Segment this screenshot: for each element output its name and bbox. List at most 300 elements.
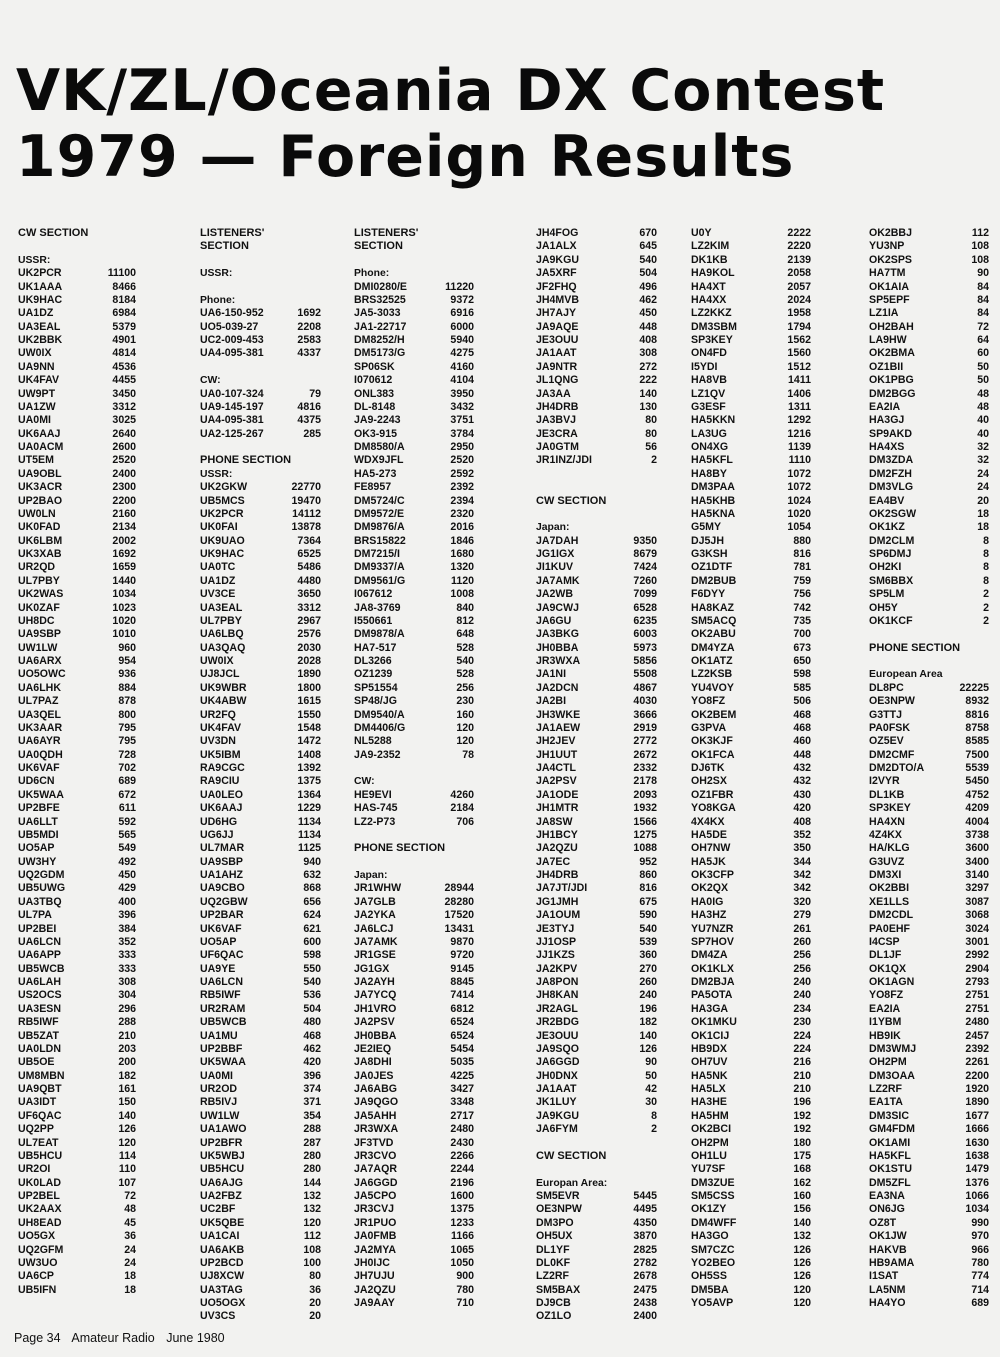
score: 1275	[633, 828, 657, 841]
result-row	[536, 762, 657, 775]
callsign: OK1KLX	[691, 962, 734, 975]
result-row	[691, 1070, 811, 1083]
callsign: HA5KFL	[691, 454, 733, 467]
callsign: LZ2KKZ	[691, 307, 732, 320]
callsign: UA1DZ	[18, 307, 54, 320]
result-row	[18, 1150, 136, 1163]
result-row	[691, 294, 811, 307]
score: 20	[977, 494, 989, 507]
score: 1134	[298, 815, 321, 828]
score: 13431	[444, 922, 474, 935]
callsign: YO8KGA	[691, 802, 736, 815]
callsign: UK4FAV	[200, 721, 242, 734]
callsign: HB9AMA	[869, 1256, 915, 1269]
result-row	[18, 1244, 136, 1257]
result-row	[354, 508, 474, 521]
score: 2	[983, 601, 989, 614]
score: 1406	[787, 387, 811, 400]
result-row	[691, 521, 811, 534]
result-row	[536, 829, 657, 842]
callsign: DM5BA	[691, 1283, 729, 1296]
result-row	[200, 735, 321, 748]
callsign: UV3CE	[200, 588, 236, 601]
result-row	[869, 361, 989, 374]
score: 11100	[107, 267, 136, 280]
result-row	[536, 682, 657, 695]
callsign: UK6VAF	[200, 922, 242, 935]
callsign: JA6LCJ	[354, 922, 394, 935]
result-row	[18, 1110, 136, 1123]
result-row	[18, 749, 136, 762]
callsign: HA8KAZ	[691, 601, 734, 614]
score: 9720	[450, 949, 474, 962]
callsign: UK2GKW	[200, 481, 248, 494]
score: 162	[793, 1176, 811, 1189]
result-row	[354, 602, 474, 615]
score: 40	[977, 414, 989, 427]
callsign: I070612	[354, 374, 393, 387]
callsign: JA3BVJ	[536, 414, 577, 427]
callsign: UH8EAD	[18, 1216, 62, 1229]
callsign: UK5WAA	[18, 788, 64, 801]
score: 180	[793, 1136, 811, 1149]
score: 611	[118, 802, 136, 815]
result-row	[869, 1110, 989, 1123]
score: 1024	[787, 494, 811, 507]
result-row	[536, 227, 657, 240]
result-row	[536, 628, 657, 641]
callsign: UR2QD	[18, 561, 56, 574]
score: 272	[639, 360, 657, 373]
result-row	[869, 896, 989, 909]
callsign: UO5GX	[18, 1230, 56, 1243]
result-row	[869, 735, 989, 748]
callsign: DM3PO	[536, 1216, 574, 1229]
callsign: UC2-009-453	[200, 334, 264, 346]
callsign: OZ1239	[354, 668, 393, 681]
score: 2520	[450, 454, 474, 467]
result-row	[200, 1310, 321, 1323]
callsign: UA6LCN	[200, 976, 243, 988]
score: 24	[977, 467, 989, 480]
result-row	[354, 1016, 474, 1029]
result-row	[200, 976, 321, 989]
result-row	[200, 548, 321, 561]
score: 7364	[297, 534, 321, 547]
result-row	[18, 923, 136, 936]
callsign: OK1JW	[869, 1230, 907, 1243]
score: 64	[977, 334, 989, 346]
callsign: HA5KNA	[691, 507, 736, 520]
callsign: UA0LEO	[200, 788, 243, 801]
score: 536	[303, 989, 321, 1002]
callsign: UL7EAT	[18, 1136, 59, 1149]
score: 1072	[787, 467, 811, 480]
result-row	[536, 735, 657, 748]
callsign: JG1GX	[354, 962, 390, 975]
score: 354	[303, 1109, 321, 1122]
callsign: UA0ACM	[18, 441, 64, 453]
result-row	[869, 1056, 989, 1069]
callsign: UP2BBF	[200, 1042, 243, 1055]
result-row	[18, 1270, 136, 1283]
callsign: DM3ZUE	[691, 1176, 735, 1189]
callsign: OZ8T	[869, 1216, 897, 1229]
callsign: JR1WHW	[354, 882, 402, 895]
callsign: UL7PBY	[18, 574, 60, 587]
result-row	[691, 334, 811, 347]
result-row	[536, 454, 657, 467]
callsign: UA9OBL	[18, 467, 62, 480]
callsign: HAKVB	[869, 1243, 907, 1256]
result-row	[354, 1070, 474, 1083]
score: 795	[118, 735, 136, 748]
score: 8585	[965, 735, 989, 748]
result-row	[354, 481, 474, 494]
result-row	[869, 909, 989, 922]
callsign: JA9SQO	[536, 1042, 579, 1055]
subsection-heading: Phone:	[354, 268, 390, 280]
callsign: HA4XS	[869, 441, 905, 453]
callsign: DM2BJA	[691, 976, 735, 988]
callsign: UH8DC	[18, 614, 55, 627]
result-row	[18, 762, 136, 775]
result-row	[536, 749, 657, 762]
score: 2576	[297, 628, 321, 641]
callsign: UC2BF	[200, 1203, 236, 1216]
callsign: WDX9JFL	[354, 454, 404, 467]
result-row	[536, 388, 657, 401]
score: 84	[977, 307, 989, 320]
result-row	[200, 1096, 321, 1109]
score: 7260	[633, 574, 657, 587]
callsign: UA1AWO	[200, 1123, 247, 1136]
result-row	[354, 682, 474, 695]
callsign: OZ1BII	[869, 360, 904, 373]
result-row	[536, 816, 657, 829]
callsign: JA6GGD	[354, 1176, 398, 1189]
result-row	[869, 722, 989, 735]
score: 112	[303, 1230, 321, 1243]
result-row	[691, 1230, 811, 1243]
result-row	[200, 1190, 321, 1203]
subsection-heading: Phone:	[200, 294, 236, 306]
callsign: DJ6TK	[691, 762, 725, 774]
score: 2793	[965, 976, 989, 988]
callsign: JH8KAN	[536, 989, 579, 1002]
callsign: JA2PSV	[354, 1016, 395, 1029]
score: 50	[977, 360, 989, 373]
score: 1020	[787, 507, 811, 520]
result-row	[354, 495, 474, 508]
result-row	[536, 1110, 657, 1123]
callsign: I067612	[354, 588, 393, 601]
spacer	[536, 1163, 657, 1176]
score: 24	[124, 1243, 136, 1256]
callsign: SP48/JG	[354, 695, 397, 708]
score: 673	[793, 641, 811, 654]
callsign: JF3TVD	[354, 1136, 394, 1149]
score: 1560	[787, 347, 811, 360]
score: 6003	[633, 628, 657, 641]
result-row	[354, 1083, 474, 1096]
score: 3297	[965, 882, 989, 895]
callsign: OK2BBJ	[869, 227, 912, 239]
score: 56	[645, 441, 657, 453]
result-row	[200, 655, 321, 668]
result-row	[536, 989, 657, 1002]
result-row	[869, 1284, 989, 1297]
callsign: UA9SBP	[18, 628, 61, 641]
spacer	[200, 361, 321, 374]
result-row	[536, 1030, 657, 1043]
result-row	[691, 588, 811, 601]
section-heading: CW SECTION	[536, 1149, 607, 1162]
score: 2261	[965, 1056, 989, 1069]
score: 230	[793, 1016, 811, 1029]
section-heading: PHONE SECTION	[869, 641, 961, 654]
score: 203	[118, 1042, 136, 1055]
callsign: JA2QZU	[354, 1283, 396, 1296]
callsign: UQ2GDM	[18, 869, 65, 881]
callsign: JA7AMK	[354, 935, 398, 948]
result-row	[869, 307, 989, 320]
callsign: JH0IJC	[354, 1256, 390, 1269]
callsign: DJ9CB	[536, 1297, 571, 1309]
result-row	[691, 1030, 811, 1043]
result-row	[200, 1070, 321, 1083]
callsign: OK1KZ	[869, 521, 905, 534]
score: 970	[971, 1230, 989, 1243]
score: 429	[118, 882, 136, 895]
score: 48	[977, 400, 989, 413]
score: 840	[456, 601, 474, 614]
score: 150	[118, 1096, 136, 1109]
score: 196	[793, 1096, 811, 1109]
score: 256	[793, 962, 811, 975]
result-row	[200, 923, 321, 936]
score: 126	[118, 1123, 136, 1136]
callsign: HE9EVI	[354, 788, 392, 801]
result-row	[536, 1056, 657, 1069]
result-row	[354, 963, 474, 976]
callsign: UK5IBM	[200, 748, 241, 761]
callsign: JA1ODE	[536, 788, 579, 801]
result-row	[18, 294, 136, 307]
callsign: JA2KPV	[536, 962, 578, 975]
result-row	[18, 521, 136, 534]
score: 168	[793, 1163, 811, 1176]
result-row	[200, 414, 321, 427]
callsign: UA6AJG	[200, 1176, 243, 1189]
result-row	[18, 963, 136, 976]
score: 36	[309, 1283, 321, 1296]
result-row	[691, 628, 811, 641]
result-row	[691, 829, 811, 842]
score: 6528	[633, 601, 657, 614]
result-row	[18, 1257, 136, 1270]
result-row	[200, 508, 321, 521]
callsign: UK2BBK	[18, 334, 63, 346]
result-row	[18, 428, 136, 441]
result-row	[691, 1137, 811, 1150]
result-row	[869, 441, 989, 454]
result-row	[200, 722, 321, 735]
callsign: SM6BBX	[869, 574, 914, 587]
score: 960	[118, 641, 136, 654]
result-row	[691, 428, 811, 441]
callsign: HA4YO	[869, 1297, 906, 1309]
callsign: DM3XI	[869, 869, 902, 881]
callsign: YO5AVP	[691, 1297, 734, 1309]
callsign: UA6LCN	[18, 935, 61, 948]
callsign: JL1QNG	[536, 374, 579, 387]
score: 296	[118, 1002, 136, 1015]
result-row	[536, 976, 657, 989]
result-row	[18, 495, 136, 508]
score: 2919	[633, 721, 657, 734]
callsign: JA7AQR	[354, 1163, 397, 1176]
subsection-heading: CW:	[354, 776, 375, 788]
result-row	[691, 896, 811, 909]
result-row	[18, 1123, 136, 1136]
callsign: DM8252/H	[354, 334, 405, 346]
callsign: JA6ABG	[354, 1083, 397, 1095]
callsign: UA3TAG	[200, 1283, 243, 1296]
result-row	[354, 388, 474, 401]
callsign: JA2MYA	[354, 1243, 397, 1256]
result-row	[536, 1244, 657, 1257]
score: 3432	[450, 400, 474, 413]
score: 5539	[965, 762, 989, 774]
score: 140	[639, 387, 657, 400]
result-row	[536, 909, 657, 922]
score: 132	[303, 1203, 321, 1216]
score: 6524	[450, 1029, 474, 1042]
score: 4455	[112, 374, 136, 387]
callsign: JR1GSE	[354, 949, 396, 962]
result-row	[869, 1177, 989, 1190]
score: 4350	[633, 1216, 657, 1229]
callsign: DM5724/C	[354, 494, 405, 507]
result-row	[869, 508, 989, 521]
callsign: SM5ACQ	[691, 614, 737, 627]
result-row	[200, 334, 321, 347]
callsign: JA5-3033	[354, 307, 401, 320]
callsign: OK1PBG	[869, 374, 914, 387]
callsign: LA9HW	[869, 334, 907, 346]
result-row	[691, 949, 811, 962]
callsign: UA9QBT	[18, 1083, 62, 1095]
score: 1229	[297, 802, 321, 815]
callsign: UV3CS	[200, 1310, 236, 1323]
result-row	[869, 1190, 989, 1203]
score: 1692	[297, 307, 321, 320]
score: 468	[793, 708, 811, 721]
result-row	[18, 789, 136, 802]
callsign: JH7UJU	[354, 1270, 395, 1283]
result-row	[200, 1083, 321, 1096]
callsign: DM3SIC	[869, 1109, 910, 1122]
score: 8184	[112, 293, 136, 306]
score: 230	[456, 695, 474, 708]
score: 3600	[965, 842, 989, 855]
callsign: HA4XX	[691, 293, 727, 306]
score: 2	[983, 614, 989, 627]
result-row	[354, 281, 474, 294]
score: 308	[639, 347, 657, 360]
result-row	[691, 976, 811, 989]
result-row	[536, 334, 657, 347]
score: 450	[118, 869, 136, 881]
callsign: UP2BAR	[200, 909, 244, 922]
result-row	[354, 454, 474, 467]
score: 90	[645, 1056, 657, 1069]
result-row	[691, 374, 811, 387]
result-row	[869, 602, 989, 615]
result-row	[354, 321, 474, 334]
score: 2093	[633, 788, 657, 801]
callsign: DL1YF	[536, 1243, 570, 1256]
score: 4275	[450, 347, 474, 360]
score: 342	[793, 882, 811, 895]
score: 5856	[633, 655, 657, 667]
result-row	[18, 682, 136, 695]
score: 4030	[633, 695, 657, 708]
result-row	[200, 749, 321, 762]
callsign: I5YDI	[691, 360, 718, 373]
section-heading: PHONE SECTION	[200, 454, 292, 467]
score: 880	[793, 534, 811, 547]
score: 1008	[450, 588, 474, 601]
result-row	[354, 709, 474, 722]
callsign: JA2DCN	[536, 681, 579, 694]
result-row	[869, 1230, 989, 1243]
result-row	[536, 923, 657, 936]
callsign: UK4FAV	[18, 374, 60, 387]
result-row	[200, 481, 321, 494]
callsign: OK1KCF	[869, 614, 913, 627]
callsign: PA5OTA	[691, 989, 733, 1002]
score: 304	[118, 989, 136, 1002]
result-row	[536, 615, 657, 628]
result-row	[869, 454, 989, 467]
result-row	[200, 682, 321, 695]
score: 396	[303, 1069, 321, 1082]
callsign: UK5WBJ	[200, 1149, 245, 1162]
score: 1440	[112, 574, 136, 587]
callsign: UK2PCR	[18, 267, 62, 280]
score: 280	[303, 1163, 321, 1176]
result-row	[354, 949, 474, 962]
score: 1023	[112, 601, 136, 614]
callsign: OK2BEM	[691, 708, 737, 721]
callsign: HA8VB	[691, 374, 727, 387]
score: 48	[977, 387, 989, 400]
score: 2950	[450, 441, 474, 453]
callsign: UA3EAL	[200, 601, 243, 614]
score: 8679	[633, 548, 657, 560]
result-row	[354, 628, 474, 641]
results-column-4	[536, 227, 657, 1324]
result-row	[18, 936, 136, 949]
callsign: JA2BI	[536, 695, 567, 708]
score: 161	[118, 1083, 136, 1095]
callsign: JE3OUU	[536, 1029, 579, 1042]
result-row	[18, 709, 136, 722]
score: 2480	[965, 1016, 989, 1029]
result-row	[691, 709, 811, 722]
